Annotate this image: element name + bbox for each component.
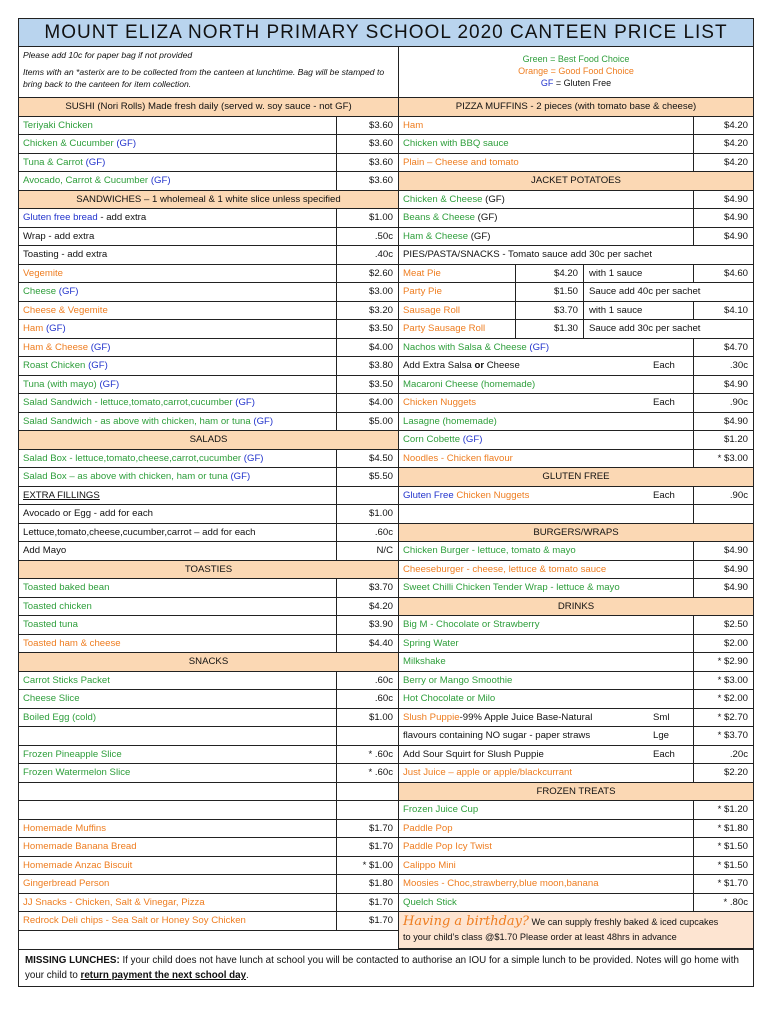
item-name	[19, 783, 336, 801]
item-name: Frozen Pineapple Slice	[23, 748, 122, 760]
item-price: $1.80	[336, 875, 398, 893]
menu-row	[19, 450, 398, 469]
item-note: Sauce add 30c per sachet	[589, 323, 701, 334]
item-name: Berry or Mango Smoothie	[403, 674, 513, 686]
item-price: $4.20	[693, 117, 753, 135]
item-name: Quelch Stick	[403, 896, 457, 908]
info-section	[19, 47, 753, 98]
menu-row	[399, 709, 753, 728]
item-name: Gingerbread Person	[23, 878, 110, 889]
item-name: Spring Water	[403, 637, 459, 649]
item-name: Corn Cobette (GF)	[403, 434, 483, 445]
blank-row	[19, 783, 398, 802]
item-name: Ham & Cheese (GF)	[23, 341, 111, 353]
item-price: $4.00	[336, 394, 398, 412]
legend-gf: GF = Gluten Free	[540, 78, 612, 88]
item-name: Boiled Egg (cold)	[23, 711, 97, 723]
item-price: * $1.50	[693, 857, 753, 875]
item-price: $3.60	[336, 172, 398, 190]
gf-tag: (GF)	[230, 471, 251, 482]
item-name: Lasagne (homemade)	[403, 415, 497, 427]
item-price: * $1.00	[336, 857, 398, 875]
item-unit: Each	[653, 397, 675, 408]
menu-row	[399, 653, 753, 672]
menu-row	[19, 857, 398, 876]
gf-tag: (GF)	[99, 378, 120, 390]
item-price	[336, 727, 398, 745]
item-unit: Sml	[653, 711, 670, 723]
item-price: $1.00	[336, 505, 398, 523]
birthday-heading: Having a birthday?	[403, 914, 529, 929]
section-header: PIZZA MUFFINS - 2 pieces (with tomato base & cheese)	[399, 98, 753, 117]
item-name: Homemade Muffins	[23, 822, 107, 834]
item-name: Big M - Chocolate or Strawberry	[403, 619, 540, 630]
menu-row	[399, 838, 753, 857]
gf-tag: (GF)	[45, 323, 66, 334]
gf-tag: (GF)	[243, 452, 264, 464]
item-price: $4.90	[693, 413, 753, 431]
item-price: $1.50	[516, 283, 584, 301]
item-name: Toasted baked bean	[23, 582, 110, 593]
menu-row	[19, 616, 398, 635]
menu-row	[399, 135, 753, 154]
gf-tag: (GF)	[116, 138, 137, 149]
item-price: .60c	[336, 690, 398, 708]
menu-row	[399, 450, 753, 469]
item-name	[19, 801, 336, 819]
item-name: EXTRA FILLINGS	[23, 489, 100, 501]
gf-tag: (GF)	[470, 230, 491, 242]
menu-row	[399, 727, 753, 746]
menu-row	[399, 561, 753, 580]
item-name: Chicken with BBQ sauce	[403, 138, 509, 149]
menu-row	[19, 135, 398, 154]
asterisk-note: Items with an *asterix are to be collected from the canteen at lunchtime. Bag will be stamped to bring back to the canteen for item collection.	[23, 67, 385, 89]
item-name: Macaroni Cheese (homemade)	[403, 378, 536, 390]
section-header: JACKET POTATOES	[399, 172, 753, 191]
item-name: Frozen Watermelon Slice	[23, 767, 131, 778]
paper-bag-note: Please add 10c for paper bag if not provided	[23, 50, 193, 60]
menu-row	[19, 468, 398, 487]
section-header: SUSHI (Nori Rolls) Made fresh daily (served w. soy sauce - not GF)	[19, 98, 398, 117]
item-name: Vegemite	[23, 267, 64, 279]
item-price: $3.60	[336, 135, 398, 153]
item-name: Add Sour Squirt for Slush Puppie	[403, 748, 544, 760]
item-name: Cheese Slice	[23, 693, 80, 704]
menu-row	[19, 690, 398, 709]
item-price: $4.20	[516, 265, 584, 283]
item-price-with-sauce: $4.60	[693, 265, 753, 283]
menu-row	[399, 894, 753, 913]
gf-tag: (GF)	[85, 156, 106, 168]
price-list-sheet	[18, 18, 754, 987]
item-price: * $3.00	[693, 450, 753, 468]
item-note: with 1 sauce	[589, 304, 643, 316]
item-price: .20c	[693, 746, 753, 764]
menu-row	[399, 117, 753, 136]
menu-row	[399, 820, 753, 839]
gf-tag: (GF)	[235, 397, 255, 408]
gf-tag: (GF)	[253, 415, 274, 427]
menu-row	[19, 894, 398, 913]
item-price: $4.00	[336, 339, 398, 357]
item-name: Chicken Nuggets	[403, 397, 477, 408]
item-price: .90c	[693, 487, 753, 505]
menu-row	[399, 413, 753, 432]
menu-row	[399, 283, 753, 302]
menu-row	[19, 709, 398, 728]
item-price: * $2.00	[693, 690, 753, 708]
item-price: $4.20	[693, 154, 753, 172]
item-price: $3.60	[336, 154, 398, 172]
item-name: Salad Sandwich - as above with chicken, ham or tuna (GF)	[23, 415, 274, 427]
section-header: DRINKS	[399, 598, 753, 617]
gf-tag: (GF)	[529, 341, 550, 353]
item-price: $3.90	[336, 616, 398, 634]
menu-row	[19, 542, 398, 561]
item-name: Slush Puppie-99% Apple Juice Base-Natural	[403, 711, 593, 723]
item-price: $4.90	[693, 209, 753, 227]
item-price	[336, 801, 398, 819]
item-price: $3.50	[336, 376, 398, 394]
gf-tag: (GF)	[462, 434, 483, 445]
item-name: Salad Box – as above with chicken, ham or tuna (GF)	[23, 471, 251, 482]
section-header: SALADS	[19, 431, 398, 450]
item-name: Ham & Cheese (GF)	[403, 230, 491, 242]
menu-row	[399, 431, 753, 450]
item-price: $3.80	[336, 357, 398, 375]
item-name: Frozen Juice Cup	[403, 804, 479, 815]
item-price: * $1.80	[693, 820, 753, 838]
menu-row	[19, 413, 398, 432]
item-name: Noodles - Chicken flavour	[403, 452, 513, 464]
item-price: $3.70	[336, 579, 398, 597]
section-header: SANDWICHES – 1 wholemeal & 1 white slice unless specified	[19, 191, 398, 210]
item-name: Hot Chocolate or Milo	[403, 693, 496, 704]
legend-green: Green = Best Food Choice	[522, 54, 630, 64]
item-name: Just Juice – apple or apple/blackcurrant	[403, 767, 573, 778]
menu-row	[399, 746, 753, 765]
gf-tag: (GF)	[150, 175, 171, 186]
item-name: Tuna (with mayo) (GF)	[23, 378, 120, 390]
item-price-with-sauce: $4.10	[693, 302, 753, 320]
blank-row	[399, 505, 753, 524]
menu-row	[19, 505, 398, 524]
blank-row	[19, 727, 398, 746]
item-price: .60c	[336, 672, 398, 690]
menu-row	[19, 579, 398, 598]
item-price: $3.20	[336, 302, 398, 320]
menu-row	[399, 487, 753, 506]
item-unit: Lge	[653, 730, 670, 741]
menu-row	[399, 764, 753, 783]
item-name: Ham (GF)	[23, 323, 66, 334]
item-price: $4.20	[336, 598, 398, 616]
menu-row	[19, 487, 398, 506]
menu-row	[19, 283, 398, 302]
item-price: $5.00	[336, 413, 398, 431]
item-price	[693, 505, 753, 523]
menu-row	[399, 320, 753, 339]
item-name: Chicken Burger - lettuce, tomato & mayo	[403, 545, 576, 556]
item-name: Cheese (GF)	[23, 286, 79, 297]
item-price: $4.90	[693, 228, 753, 246]
item-unit: Each	[653, 489, 675, 501]
item-price: .40c	[336, 246, 398, 264]
item-name: Gluten free bread - add extra	[23, 212, 147, 223]
item-name: Toasted chicken	[23, 600, 92, 612]
item-name: Roast Chicken (GF)	[23, 360, 108, 371]
item-price: $1.70	[336, 838, 398, 856]
menu-row	[399, 635, 753, 654]
menu-row	[399, 579, 753, 598]
menu-row	[399, 875, 753, 894]
item-price: $4.90	[693, 579, 753, 597]
menu-row	[399, 339, 753, 358]
menu-row	[19, 524, 398, 543]
menu-row	[399, 542, 753, 561]
section-header: GLUTEN FREE	[399, 468, 753, 487]
menu-row	[399, 357, 753, 376]
item-name: Paddle Pop Icy Twist	[403, 841, 492, 852]
menu-row	[399, 857, 753, 876]
item-note: with 1 sauce	[589, 267, 643, 279]
item-price: $4.90	[693, 561, 753, 579]
item-price: $5.50	[336, 468, 398, 486]
instructions	[19, 47, 399, 97]
item-price: $4.70	[693, 339, 753, 357]
item-note: Sauce add 40c per sachet	[589, 286, 701, 297]
menu-row	[399, 209, 753, 228]
right-column	[399, 98, 753, 949]
item-price: .50c	[336, 228, 398, 246]
item-unit: Each	[653, 360, 675, 371]
menu-row	[19, 117, 398, 136]
menu-row	[19, 394, 398, 413]
item-name: Carrot Sticks Packet	[23, 674, 110, 686]
section-header: FROZEN TREATS	[399, 783, 753, 802]
page-title: MOUNT ELIZA NORTH PRIMARY SCHOOL 2020 CANTEEN PRICE LIST	[19, 19, 753, 47]
item-name: Beans & Cheese (GF)	[403, 212, 498, 223]
item-price: $4.90	[693, 542, 753, 560]
item-price: $3.50	[336, 320, 398, 338]
item-price: $3.00	[336, 283, 398, 301]
item-price: * $1.50	[693, 838, 753, 856]
colour-legend	[399, 47, 753, 97]
missing-lunches-note: MISSING LUNCHES: If your child does not have lunch at school you will be contacted to authorise an IOU for a simple lunch to be provided. Notes will go home with your child to return payment the next school day.	[19, 949, 753, 986]
item-name: Add Mayo	[23, 545, 67, 556]
menu-row	[399, 228, 753, 247]
menu-row	[19, 172, 398, 191]
menu-row	[399, 672, 753, 691]
item-name: Chicken & Cucumber (GF)	[23, 138, 137, 149]
item-name: Milkshake	[403, 656, 446, 667]
item-price: * .60c	[336, 764, 398, 782]
gf-tag: (GF)	[477, 212, 498, 223]
birthday-text: We can supply freshly baked & iced cupcakes	[528, 917, 719, 927]
item-name: Meat Pie	[399, 265, 516, 283]
menu-row	[19, 320, 398, 339]
menu-row	[19, 302, 398, 321]
item-name: Paddle Pop	[403, 822, 453, 834]
item-price: $2.00	[693, 635, 753, 653]
gf-tag: (GF)	[90, 341, 111, 353]
item-price: $2.20	[693, 764, 753, 782]
item-price: * $3.70	[693, 727, 753, 745]
item-unit: Each	[653, 748, 675, 760]
menu-row	[399, 191, 753, 210]
item-name: Toasting - add extra	[23, 249, 108, 260]
item-price: * $1.70	[693, 875, 753, 893]
item-price	[336, 487, 398, 505]
item-name: Toasted tuna	[23, 619, 78, 630]
item-name: Add Extra Salsa or Cheese	[403, 360, 520, 371]
section-header	[399, 246, 753, 265]
menu-row	[19, 228, 398, 247]
item-price: $1.70	[336, 912, 398, 930]
menu-row	[19, 357, 398, 376]
item-price: * $2.90	[693, 653, 753, 671]
item-name: Teriyaki Chicken	[23, 119, 93, 131]
menu-row	[19, 764, 398, 783]
menu-row	[19, 598, 398, 617]
item-price: $1.70	[336, 820, 398, 838]
item-name: Plain – Cheese and tomato	[403, 156, 519, 168]
menu-row	[399, 376, 753, 395]
item-name: Sausage Roll	[399, 302, 516, 320]
menu-row	[19, 912, 398, 931]
item-name: Nachos with Salsa & Cheese (GF)	[403, 341, 550, 353]
item-name: Lettuce,tomato,cheese,cucumber,carrot – add for each	[23, 526, 256, 538]
gf-tag: (GF)	[88, 360, 108, 371]
menu-row	[19, 820, 398, 839]
item-price: $4.50	[336, 450, 398, 468]
birthday-text: to your child’s class @$1.70 Please order at least 48hrs in advance	[403, 932, 677, 942]
item-name: JJ Snacks - Chicken, Salt & Vinegar, Pizza	[23, 896, 205, 908]
menu-row	[19, 376, 398, 395]
item-name: Moosies - Choc,strawberry,blue moon,banana	[403, 878, 599, 889]
item-name: Party Sausage Roll	[399, 320, 516, 338]
menu-row	[19, 154, 398, 173]
item-price: $4.40	[336, 635, 398, 653]
item-name: Wrap - add extra	[23, 230, 95, 242]
item-price: $1.00	[336, 209, 398, 227]
birthday-note	[399, 912, 753, 949]
item-price: * .60c	[336, 746, 398, 764]
section-header: SNACKS	[19, 653, 398, 672]
menu-row	[19, 246, 398, 265]
item-name: Party Pie	[399, 283, 516, 301]
item-name: Toasted ham & cheese	[23, 637, 121, 649]
item-name: Homemade Anzac Biscuit	[23, 859, 133, 871]
item-name: Homemade Banana Bread	[23, 841, 137, 852]
menu-row	[399, 801, 753, 820]
gf-tag: (GF)	[485, 193, 505, 205]
item-name: Calippo Mini	[403, 859, 456, 871]
menu-row	[19, 838, 398, 857]
item-price: * $1.20	[693, 801, 753, 819]
menu-row	[19, 265, 398, 284]
section-title: PIES/PASTA/SNACKS - Tomato sauce add 30c per sachet	[403, 249, 653, 260]
item-name: Redrock Deli chips - Sea Salt or Honey Soy Chicken	[23, 915, 246, 926]
section-header: BURGERS/WRAPS	[399, 524, 753, 543]
item-name: Ham	[403, 119, 424, 131]
item-name: Tuna & Carrot (GF)	[23, 156, 106, 168]
item-price: $3.60	[336, 117, 398, 135]
item-name: Chicken & Cheese (GF)	[403, 193, 505, 205]
menu-row	[399, 690, 753, 709]
menu-row	[399, 394, 753, 413]
item-price: .30c	[693, 357, 753, 375]
item-price: $1.00	[336, 709, 398, 727]
item-price: $2.50	[693, 616, 753, 634]
item-price: .60c	[336, 524, 398, 542]
menu-row	[19, 672, 398, 691]
menu-row	[399, 265, 753, 284]
item-price	[336, 783, 398, 801]
menu-row	[399, 154, 753, 173]
item-name: Sweet Chilli Chicken Tender Wrap - lettuce & mayo	[403, 582, 620, 593]
section-header: TOASTIES	[19, 561, 398, 580]
gf-tag: (GF)	[58, 286, 79, 297]
item-name: Avocado, Carrot & Cucumber (GF)	[23, 175, 171, 186]
item-price: $1.30	[516, 320, 584, 338]
item-name	[19, 727, 336, 745]
item-name: Avocado or Egg - add for each	[23, 508, 153, 519]
item-price: $1.70	[336, 894, 398, 912]
item-price: * $3.00	[693, 672, 753, 690]
item-price: * $2.70	[693, 709, 753, 727]
item-name: flavours containing NO sugar - paper straws	[403, 730, 591, 741]
item-price: $4.90	[693, 191, 753, 209]
item-name	[399, 505, 693, 523]
item-price: .90c	[693, 394, 753, 412]
item-price: $1.20	[693, 431, 753, 449]
item-price: N/C	[336, 542, 398, 560]
menu-row	[19, 875, 398, 894]
legend-orange: Orange = Good Food Choice	[518, 66, 634, 76]
item-name: Salad Sandwich - lettuce,tomato,carrot,cucumber (GF)	[23, 397, 255, 408]
item-price: * .80c	[693, 894, 753, 912]
item-price: $3.70	[516, 302, 584, 320]
item-name: Gluten Free Chicken Nuggets	[403, 489, 530, 501]
menu-row	[19, 635, 398, 654]
item-name: Cheese & Vegemite	[23, 304, 108, 316]
menu-row	[399, 616, 753, 635]
menu-row	[19, 746, 398, 765]
menu-row	[19, 209, 398, 228]
item-name: Salad Box - lettuce,tomato,cheese,carrot,cucumber (GF)	[23, 452, 264, 464]
item-price: $4.90	[693, 376, 753, 394]
menu-row	[399, 302, 753, 321]
blank-row	[19, 801, 398, 820]
item-price: $2.60	[336, 265, 398, 283]
left-column	[19, 98, 399, 949]
item-name: Cheeseburger - cheese, lettuce & tomato sauce	[403, 563, 607, 575]
item-price: $4.20	[693, 135, 753, 153]
menu-row	[19, 339, 398, 358]
